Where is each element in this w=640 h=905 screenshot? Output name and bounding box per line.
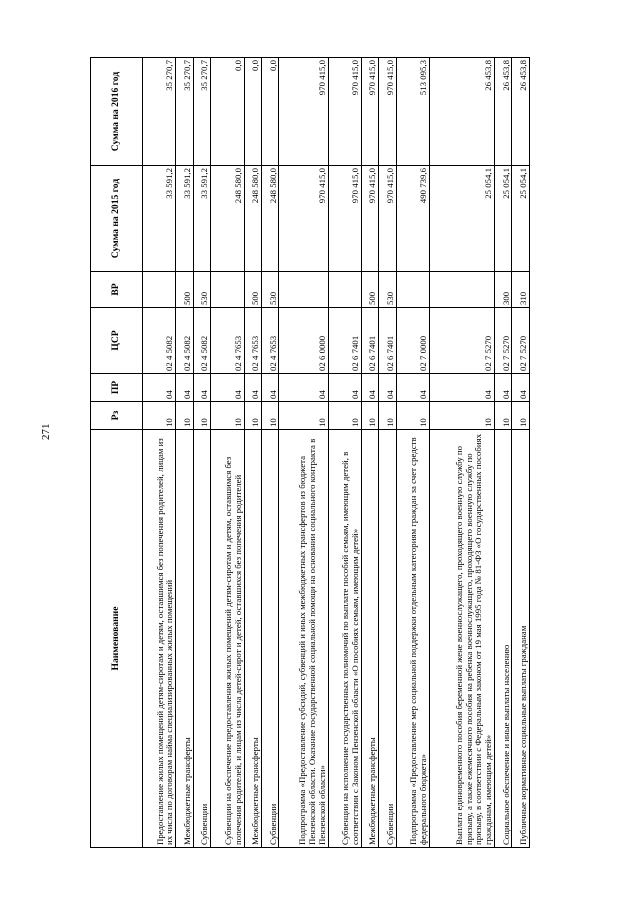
table-row — [512, 58, 530, 848]
cell-pr: 04 — [495, 374, 512, 402]
page-number: 271 — [40, 423, 52, 440]
cell-pr: 04 — [361, 374, 378, 402]
cell-csr: 02 4 7653 — [211, 308, 244, 374]
cell-pr: 04 — [143, 374, 176, 402]
cell-csr: 02 4 7653 — [244, 308, 261, 374]
cell-csr: 02 4 7653 — [261, 308, 278, 374]
cell-rz: 10 — [379, 402, 396, 430]
cell-name: Социальное обеспечение и иные выплаты населению — [495, 430, 512, 848]
cell-name: Субвенции — [261, 430, 278, 848]
rotated-table-container — [90, 58, 530, 848]
cell-rz: 10 — [279, 402, 328, 430]
cell-vr — [328, 272, 361, 308]
cell-sum-2015: 970 415,0 — [279, 166, 328, 272]
cell-csr: 02 7 5270 — [495, 308, 512, 374]
cell-rz: 10 — [193, 402, 210, 430]
cell-sum-2015: 970 415,0 — [361, 166, 378, 272]
cell-vr — [396, 272, 429, 308]
cell-sum-2015: 970 415,0 — [379, 166, 396, 272]
cell-name: Выплата единовременного пособия беременной жене военнослужащего, проходящего военную службу по призыву, а также ежемесячного пособия на ребенка военнослужащего, проходящего военную службу по призыву, в соответствии с Федеральным законом от 19 мая 1995 года № 81-ФЗ «О государственных пособиях гражданам, имеющим детей» — [430, 430, 495, 848]
column-header-sum-2016: Сумма на 2016 год — [91, 58, 143, 166]
cell-sum-2016: 35 270,7 — [176, 58, 193, 166]
cell-name: Публичные нормативные социальные выплаты гражданам — [512, 430, 530, 848]
cell-rz: 10 — [244, 402, 261, 430]
cell-sum-2015: 25 054,1 — [495, 166, 512, 272]
cell-vr — [430, 272, 495, 308]
cell-vr: 530 — [261, 272, 278, 308]
cell-csr: 02 7 5270 — [430, 308, 495, 374]
table-row — [244, 58, 261, 848]
cell-sum-2016: 970 415,0 — [361, 58, 378, 166]
column-header-rz: Рз — [91, 402, 143, 430]
table-row — [396, 58, 429, 848]
cell-name: Субвенции на исполнение государственных полномочий по выплате пособий семьям, имеющим детей, в соответствии с Законом Пензенской области «О пособиях семьям, имеющим детей» — [328, 430, 361, 848]
cell-sum-2016: 35 270,7 — [143, 58, 176, 166]
table-row — [176, 58, 193, 848]
cell-sum-2016: 26 453,8 — [430, 58, 495, 166]
cell-sum-2015: 490 739,6 — [396, 166, 429, 272]
table-row — [328, 58, 361, 848]
cell-pr: 04 — [244, 374, 261, 402]
column-header-name: Наименование — [91, 430, 143, 848]
cell-csr: 02 4 5082 — [176, 308, 193, 374]
cell-name: Предоставление жилых помещений детям-сиротам и детям, оставшимся без попечения родителей, лицам из их числа по договорам найма специализированных жилых помещений — [143, 430, 176, 848]
cell-csr: 02 7 0000 — [396, 308, 429, 374]
table-row — [211, 58, 244, 848]
cell-rz: 10 — [495, 402, 512, 430]
cell-name: Межбюджетные трансферты — [361, 430, 378, 848]
cell-name: Субвенции — [193, 430, 210, 848]
cell-name: Межбюджетные трансферты — [244, 430, 261, 848]
cell-pr: 04 — [211, 374, 244, 402]
cell-vr — [143, 272, 176, 308]
cell-vr: 300 — [495, 272, 512, 308]
cell-csr: 02 6 7401 — [328, 308, 361, 374]
cell-rz: 10 — [396, 402, 429, 430]
table-row — [193, 58, 210, 848]
cell-sum-2015: 33 591,2 — [176, 166, 193, 272]
cell-vr: 500 — [244, 272, 261, 308]
cell-sum-2015: 33 591,2 — [193, 166, 210, 272]
cell-vr: 500 — [176, 272, 193, 308]
cell-sum-2016: 970 415,0 — [379, 58, 396, 166]
cell-sum-2016: 970 415,0 — [279, 58, 328, 166]
cell-vr: 530 — [193, 272, 210, 308]
cell-sum-2016: 26 453,8 — [495, 58, 512, 166]
cell-name: Подпрограмма «Предоставление субсидий, субвенций и иных межбюджетных трансфертов из бюджета Пензенской области. Оказание государственной социальной помощи на основании социального контракта в Пензенской области» — [279, 430, 328, 848]
column-header-sum-2015: Сумма на 2015 год — [91, 166, 143, 272]
cell-pr: 04 — [328, 374, 361, 402]
table-row — [430, 58, 495, 848]
cell-rz: 10 — [211, 402, 244, 430]
cell-sum-2015: 970 415,0 — [328, 166, 361, 272]
cell-csr: 02 4 5082 — [143, 308, 176, 374]
cell-rz: 10 — [261, 402, 278, 430]
cell-csr: 02 6 0000 — [279, 308, 328, 374]
column-header-vr: ВР — [91, 272, 143, 308]
table-row — [361, 58, 378, 848]
cell-vr — [279, 272, 328, 308]
cell-rz: 10 — [512, 402, 530, 430]
cell-pr: 04 — [512, 374, 530, 402]
cell-pr: 04 — [379, 374, 396, 402]
cell-sum-2016: 0,0 — [211, 58, 244, 166]
cell-sum-2016: 513 095,3 — [396, 58, 429, 166]
cell-vr: 500 — [361, 272, 378, 308]
cell-rz: 10 — [143, 402, 176, 430]
cell-csr: 02 6 7401 — [361, 308, 378, 374]
cell-pr: 04 — [396, 374, 429, 402]
cell-pr: 04 — [193, 374, 210, 402]
cell-rz: 10 — [328, 402, 361, 430]
column-header-pr: ПР — [91, 374, 143, 402]
cell-pr: 04 — [430, 374, 495, 402]
cell-vr: 530 — [379, 272, 396, 308]
table-row — [261, 58, 278, 848]
cell-csr: 02 6 7401 — [379, 308, 396, 374]
cell-sum-2015: 248 580,0 — [244, 166, 261, 272]
cell-pr: 04 — [261, 374, 278, 402]
cell-name: Субвенции — [379, 430, 396, 848]
cell-sum-2015: 25 054,1 — [512, 166, 530, 272]
cell-csr: 02 7 5270 — [512, 308, 530, 374]
cell-sum-2016: 0,0 — [244, 58, 261, 166]
cell-sum-2016: 970 415,0 — [328, 58, 361, 166]
cell-pr: 04 — [176, 374, 193, 402]
cell-name: Межбюджетные трансферты — [176, 430, 193, 848]
table-header-row — [91, 58, 143, 848]
cell-vr — [211, 272, 244, 308]
table-row — [143, 58, 176, 848]
table-row — [279, 58, 328, 848]
cell-rz: 10 — [361, 402, 378, 430]
cell-rz: 10 — [176, 402, 193, 430]
budget-table — [90, 57, 530, 848]
table-row — [495, 58, 512, 848]
cell-vr: 310 — [512, 272, 530, 308]
table-row — [379, 58, 396, 848]
cell-sum-2016: 0,0 — [261, 58, 278, 166]
cell-rz: 10 — [430, 402, 495, 430]
cell-sum-2016: 26 453,8 — [512, 58, 530, 166]
cell-sum-2016: 35 270,7 — [193, 58, 210, 166]
cell-csr: 02 4 5082 — [193, 308, 210, 374]
cell-name: Подпрограмма «Предоставление мер социальной поддержки отдельным категориям граждан за счет средств федерального бюджета» — [396, 430, 429, 848]
column-header-csr: ЦСР — [91, 308, 143, 374]
cell-sum-2015: 33 591,2 — [143, 166, 176, 272]
cell-sum-2015: 248 580,0 — [261, 166, 278, 272]
cell-sum-2015: 25 054,1 — [430, 166, 495, 272]
cell-name: Субвенции на обеспечение предоставления жилых помещений детям-сиротам и детям, оставшимся без попечения родителей, и лицам из числа детей-сирот и детей, оставшихся без попечения родителей — [211, 430, 244, 848]
cell-pr: 04 — [279, 374, 328, 402]
cell-sum-2015: 248 580,0 — [211, 166, 244, 272]
